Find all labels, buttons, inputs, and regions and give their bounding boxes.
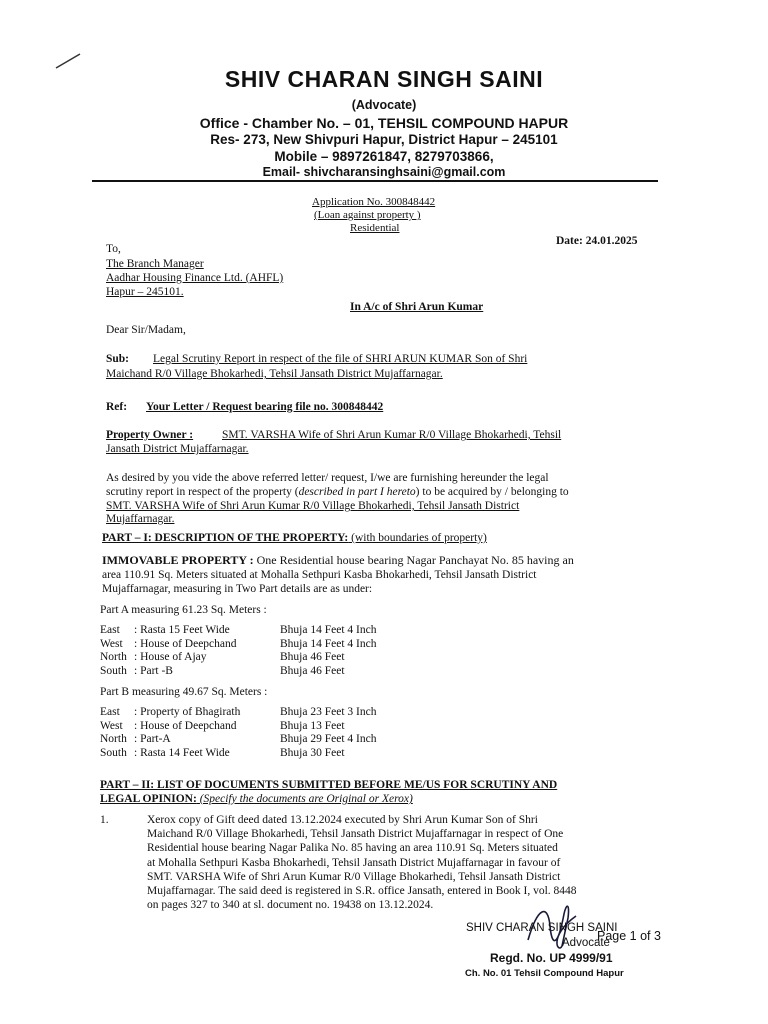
boundary-desc: : Part-A <box>134 733 171 745</box>
boundary-measure: Bhuja 23 Feet 3 Inch <box>280 706 377 718</box>
boundary-row <box>100 733 430 746</box>
boundary-row <box>100 706 430 719</box>
boundary-desc: : Rasta 15 Feet Wide <box>134 624 230 636</box>
advocate-title: (Advocate) <box>351 98 417 112</box>
intro-line-1: As desired by you vide the above referred letter/ request, I/we are furnishing hereunder the legal <box>106 472 549 484</box>
boundary-row <box>100 638 430 651</box>
intro-line-2: scrutiny report in respect of the property (described in part I hereto) to be acquired by / belonging to <box>106 486 569 498</box>
boundary-desc: : Property of Bhagirath <box>134 706 241 718</box>
boundary-desc: : Rasta 14 Feet Wide <box>134 746 230 759</box>
owner-line-2: Jansath District Mujaffarnagar. <box>106 443 249 455</box>
document-item-line: on pages 327 to 340 at sl. document no. 19438 on 13.12.2024. <box>147 899 434 912</box>
addressee-line-2: Aadhar Housing Finance Ltd. (AHFL) <box>106 272 284 284</box>
part1-heading: PART – I: DESCRIPTION OF THE PROPERTY: (with boundaries of property) <box>102 532 487 544</box>
to-label: To, <box>106 243 121 255</box>
stamp-chamber: Ch. No. 01 Tehsil Compound Hapur <box>465 968 624 979</box>
immovable-property-line-3: Mujaffarnagar, measuring in Two Part details are as under: <box>102 583 373 595</box>
account-line: In A/c of Shri Arun Kumar <box>350 301 484 313</box>
document-item-line: Mujaffarnagar. The said deed is registered in S.R. office Jansath, entered in Book I, vol. 8448 <box>147 885 577 897</box>
boundary-measure: Bhuja 30 Feet <box>280 746 345 759</box>
direction: East <box>100 706 120 718</box>
document-item-line: Maichand R/0 Village Bhokarhedi, Tehsil Jansath District Mujaffarnagar in respect of One <box>147 828 564 841</box>
intro-line-3: SMT. VARSHA Wife of Shri Arun Kumar R/0 Village Bhokarhedi, Tehsil Jansath District <box>106 500 520 512</box>
boundary-desc: : House of Deepchand <box>134 719 237 732</box>
document-item-line: Xerox copy of Gift deed dated 13.12.2024 executed by Shri Arun Kumar Son of Shri <box>147 814 538 826</box>
boundary-row <box>100 747 430 760</box>
boundary-row <box>100 720 430 733</box>
residence-address: Res- 273, New Shivpuri Hapur, District Hapur – 245101 <box>210 132 558 147</box>
subject-label: Sub: <box>106 353 130 365</box>
boundary-measure: Bhuja 13 Feet <box>280 719 345 732</box>
boundary-measure: Bhuja 46 Feet <box>280 664 345 677</box>
boundary-row <box>100 651 430 664</box>
boundary-measure: Bhuja 29 Feet 4 Inch <box>280 733 377 745</box>
immovable-property-line-1: IMMOVABLE PROPERTY : One Residential house bearing Nagar Panchayat No. 85 having an <box>102 553 574 567</box>
intro-line-4: Mujaffarnagar. <box>106 513 175 525</box>
direction: South <box>100 664 127 677</box>
boundary-measure: Bhuja 14 Feet 4 Inch <box>280 637 377 650</box>
direction: North <box>100 733 127 745</box>
owner-label: Property Owner : <box>106 429 194 441</box>
boundary-row <box>100 624 430 637</box>
document-item-line: Residential house bearing Nagar Palika No. 85 having an area 110.91 Sq. Meters situated <box>147 842 558 855</box>
addressee-line-3: Hapur – 245101. <box>106 286 184 298</box>
document-item-line: SMT. VARSHA Wife of Shri Arun Kumar R/0 Village Bhokarhedi, Tehsil Jansath District <box>147 870 561 883</box>
advocate-name: SHIV CHARAN SINGH SAINI <box>224 66 544 92</box>
boundary-desc: : House of Deepchand <box>134 637 237 650</box>
boundary-desc: : Part -B <box>134 664 173 677</box>
part2-heading-line-2: LEGAL OPINION: (Specify the documents are Original or Xerox) <box>100 793 413 805</box>
boundary-measure: Bhuja 14 Feet 4 Inch <box>280 624 377 636</box>
stamp-registration-number: Regd. No. UP 4999/91 <box>490 951 613 965</box>
direction: East <box>100 624 120 636</box>
application-number: Application No. 300848442 <box>312 196 436 208</box>
subject-line-1: Legal Scrutiny Report in respect of the file of SHRI ARUN KUMAR Son of Shri <box>153 353 528 365</box>
boundary-row <box>100 665 430 678</box>
part2-heading-line-1: PART – II: LIST OF DOCUMENTS SUBMITTED BEFORE ME/US FOR SCRUTINY AND <box>100 779 558 791</box>
application-category: Residential <box>350 222 400 234</box>
ref-label: Ref: <box>106 401 128 413</box>
immovable-property-line-2: area 110.91 Sq. Meters situated at Mohalla Sethpuri Kasba Bhokarhedi, Tehsil Jansath District <box>102 569 537 581</box>
letterhead-rule <box>92 180 658 182</box>
letter-date: Date: 24.01.2025 <box>556 235 638 247</box>
direction: West <box>100 637 123 650</box>
part-a-title: Part A measuring 61.23 Sq. Meters : <box>100 604 267 616</box>
mobile-numbers: Mobile – 9897261847, 8279703866, <box>274 149 494 164</box>
page-number: Page 1 of 3 <box>597 929 661 943</box>
stamp-advocate-name: SHIV CHARAN SINGH SAINI <box>466 922 618 934</box>
document-item-line: at Mohalla Sethpuri Kasba Bhokarhedi, Tehsil Jansath District Mujaffarnagar in favour of <box>147 856 561 869</box>
pen-mark <box>54 50 84 70</box>
salutation: Dear Sir/Madam, <box>106 324 186 336</box>
boundary-measure: Bhuja 46 Feet <box>280 651 345 663</box>
application-type: (Loan against property ) <box>314 209 421 221</box>
direction: South <box>100 746 127 759</box>
stamp-advocate-role: Advocate <box>562 937 610 949</box>
owner-line-1: SMT. VARSHA Wife of Shri Arun Kumar R/0 Village Bhokarhedi, Tehsil <box>222 429 562 441</box>
direction: West <box>100 719 123 732</box>
email-address: Email- shivcharansinghsaini@gmail.com <box>262 165 506 179</box>
document-item-number: 1. <box>100 814 109 826</box>
ref-text: Your Letter / Request bearing file no. 300848442 <box>146 401 384 413</box>
part-b-title: Part B measuring 49.67 Sq. Meters : <box>100 686 268 698</box>
addressee-line-1: The Branch Manager <box>106 258 204 270</box>
direction: North <box>100 651 127 663</box>
subject-line-2: Maichand R/0 Village Bhokarhedi, Tehsil Jansath District Mujaffarnagar. <box>106 368 443 380</box>
office-address: Office - Chamber No. – 01, TEHSIL COMPOUND HAPUR <box>199 115 569 131</box>
boundary-desc: : House of Ajay <box>134 651 207 663</box>
